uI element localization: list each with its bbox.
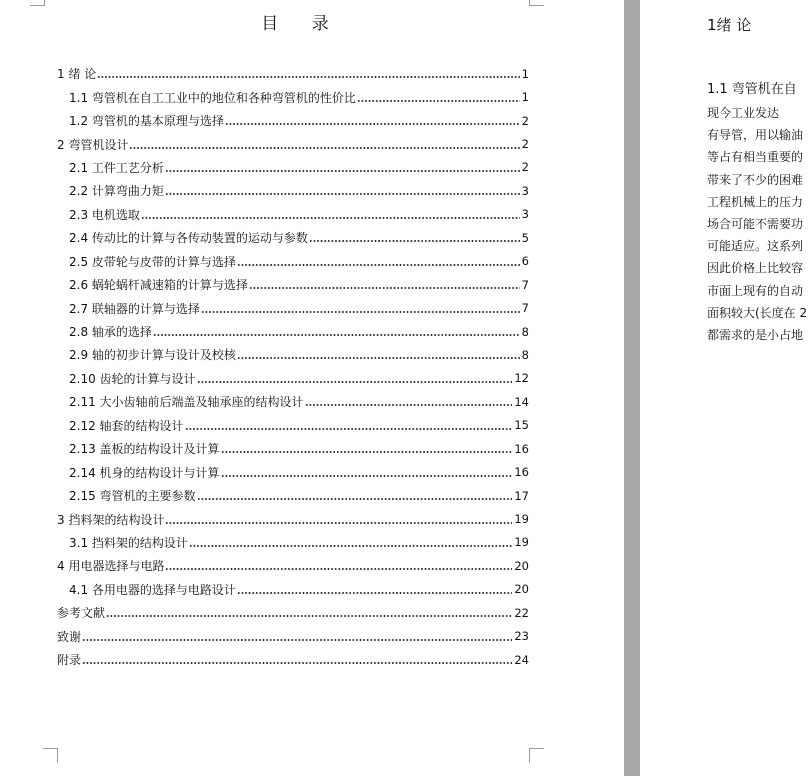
toc-entry[interactable] — [57, 414, 529, 437]
body-line: 现今工业发达 — [707, 106, 780, 120]
toc-entry-page: 19 — [514, 535, 529, 550]
toc-title: 目 录 — [261, 14, 343, 34]
toc-entry-page: 2 — [521, 137, 529, 152]
toc-entry[interactable] — [57, 226, 529, 249]
toc-leader-dots — [249, 287, 520, 289]
toc-entry-label: 1.1 弯管机在自工工业中的地位和各种弯管机的性价比 — [69, 90, 356, 105]
toc-entry-label: 2.7 联轴器的计算与选择 — [69, 301, 200, 316]
toc-entry-label: 2.13 盖板的结构设计及计算 — [69, 442, 220, 457]
toc-entry[interactable] — [57, 273, 529, 296]
toc-entry[interactable] — [57, 531, 529, 554]
toc-entry-page: 16 — [514, 441, 529, 456]
body-line: 因此价格上比较容 — [707, 261, 804, 276]
toc-leader-dots — [201, 311, 520, 313]
toc-leader-dots — [197, 498, 513, 500]
body-line: 都需求的是小占地 — [707, 328, 804, 343]
toc-entry-label: 2.11 大小齿轴前后端盖及轴承座的结构设计 — [69, 395, 304, 410]
toc-leader-dots — [165, 568, 512, 570]
toc-entry-label: 2 弯管机设计 — [57, 137, 129, 152]
chapter-page — [640, 0, 809, 776]
toc-entry-label: 4.1 各用电器的选择与电路设计 — [69, 582, 236, 597]
body-line: 等占有相当重要的 — [707, 150, 804, 165]
toc-entry-page: 20 — [514, 582, 529, 597]
toc-entry-page: 7 — [521, 301, 529, 316]
body-line: 可能适应。这系列 — [707, 239, 804, 254]
toc-entry[interactable] — [57, 320, 529, 343]
body-line: 带来了不少的困难 — [707, 172, 804, 187]
toc-leader-dots — [237, 357, 520, 359]
toc-entry[interactable] — [57, 132, 529, 155]
body-line: 工程机械上的压力 — [707, 194, 804, 209]
toc-leader-dots — [221, 475, 513, 477]
toc-entry-page: 3 — [521, 183, 529, 198]
crop-mark-top-left — [30, 0, 45, 6]
body-line: 市面上现有的自动 — [707, 283, 804, 298]
toc-entry-page: 8 — [521, 324, 529, 339]
toc-leader-dots — [305, 404, 513, 406]
toc-entry-page: 14 — [514, 394, 529, 409]
toc-entry[interactable] — [57, 156, 529, 179]
toc-entry-page: 22 — [514, 605, 529, 620]
toc-entry[interactable] — [57, 437, 529, 460]
toc-entry[interactable] — [57, 507, 529, 530]
body-line: 面积较大(长度在 2 — [707, 305, 808, 320]
toc-entry-label: 2.1 工件工艺分析 — [69, 160, 164, 175]
toc-entry[interactable] — [57, 179, 529, 202]
toc-leader-dots — [237, 264, 520, 266]
toc-entry[interactable] — [57, 578, 529, 601]
toc-entry-page: 23 — [514, 629, 529, 644]
toc-leader-dots — [129, 147, 519, 149]
toc-entry-label: 2.4 传动比的计算与各传动装置的运动与参数 — [69, 231, 308, 246]
toc-entry[interactable] — [57, 601, 529, 624]
toc-entry[interactable] — [57, 203, 529, 226]
toc-leader-dots — [153, 334, 520, 336]
toc-entry-label: 2.10 齿轮的计算与设计 — [69, 371, 196, 386]
toc-leader-dots — [197, 381, 513, 383]
toc-entry[interactable] — [57, 62, 529, 85]
toc-entry-label: 致谢 — [57, 629, 82, 644]
toc-entry[interactable] — [57, 625, 529, 648]
toc-leader-dots — [237, 592, 512, 594]
toc-entry-label: 2.2 计算弯曲力矩 — [69, 184, 164, 199]
toc-entry[interactable] — [57, 85, 529, 108]
toc-entry-page: 20 — [514, 558, 529, 573]
toc-entry[interactable] — [57, 109, 529, 132]
toc-entry-page: 15 — [514, 418, 529, 433]
toc-leader-dots — [106, 615, 512, 617]
toc-leader-dots — [97, 76, 519, 78]
toc-entry-page: 17 — [514, 488, 529, 503]
toc-leader-dots — [165, 522, 512, 524]
toc-entry-label: 2.9 轴的初步计算与设计及校核 — [69, 348, 236, 363]
toc-entry[interactable] — [57, 648, 529, 671]
toc-entry[interactable] — [57, 484, 529, 507]
toc-entry-page: 8 — [521, 347, 529, 362]
toc-leader-dots — [141, 217, 520, 219]
toc-entry[interactable] — [57, 250, 529, 273]
toc-leader-dots — [165, 193, 520, 195]
toc-entry-label: 3 挡料架的结构设计 — [57, 512, 165, 527]
toc-entry-page: 6 — [521, 254, 529, 269]
toc-leader-dots — [82, 662, 512, 664]
toc-leader-dots — [185, 428, 513, 430]
toc-entry-page: 19 — [514, 512, 529, 527]
toc-leader-dots — [309, 240, 520, 242]
toc-leader-dots — [225, 123, 520, 125]
toc-entry-label: 附录 — [57, 653, 82, 668]
toc-entry-label: 3.1 挡料架的结构设计 — [69, 535, 188, 550]
toc-entry[interactable] — [57, 554, 529, 577]
toc-entry-page: 2 — [521, 113, 529, 128]
toc-entry[interactable] — [57, 343, 529, 366]
toc-entry[interactable] — [57, 390, 529, 413]
toc-entry-label: 2.14 机身的结构设计与计算 — [69, 465, 220, 480]
toc-entry[interactable] — [57, 367, 529, 390]
toc-leader-dots — [82, 639, 512, 641]
toc-entry-page: 3 — [521, 207, 529, 222]
toc-entry-label: 1.2 弯管机的基本原理与选择 — [69, 114, 224, 129]
toc-entry-label: 2.6 蜗轮蜗杆减速箱的计算与选择 — [69, 278, 248, 293]
toc-entry-page: 2 — [521, 160, 529, 175]
chapter-heading: 1绪 论 — [707, 16, 752, 34]
crop-mark-bottom-left — [43, 748, 58, 763]
toc-entry-page: 5 — [521, 230, 529, 245]
toc-entry-label: 2.12 轴套的结构设计 — [69, 418, 184, 433]
body-line: 有导管，用以输油 — [707, 128, 804, 143]
table-of-contents — [57, 62, 529, 671]
toc-entry-label: 2.8 轴承的选择 — [69, 325, 152, 340]
toc-entry[interactable] — [57, 460, 529, 483]
toc-entry-page: 1 — [521, 66, 529, 81]
body-line: 场合可能不需要功 — [707, 217, 804, 232]
page-gutter — [624, 0, 640, 776]
crop-mark-top-right — [529, 0, 544, 6]
crop-mark-bottom-right — [529, 748, 544, 763]
toc-entry-label: 2.5 皮带轮与皮带的计算与选择 — [69, 254, 236, 269]
toc-leader-dots — [165, 170, 520, 172]
toc-entry-label: 参考文献 — [57, 606, 106, 621]
toc-entry[interactable] — [57, 296, 529, 319]
toc-entry-page: 7 — [521, 277, 529, 292]
body-paragraph — [707, 102, 809, 346]
toc-entry-label: 1 绪 论 — [57, 67, 97, 82]
toc-entry-label: 4 用电器选择与电路 — [57, 559, 165, 574]
toc-leader-dots — [357, 100, 520, 102]
toc-leader-dots — [189, 545, 512, 547]
toc-entry-label: 2.3 电机选取 — [69, 207, 140, 222]
section-heading: 1.1 弯管机在自 — [707, 82, 797, 97]
toc-entry-page: 1 — [521, 90, 529, 105]
toc-leader-dots — [221, 451, 513, 453]
toc-entry-page: 12 — [514, 371, 529, 386]
toc-entry-label: 2.15 弯管机的主要参数 — [69, 489, 196, 504]
toc-entry-page: 16 — [514, 465, 529, 480]
toc-entry-page: 24 — [514, 652, 529, 667]
